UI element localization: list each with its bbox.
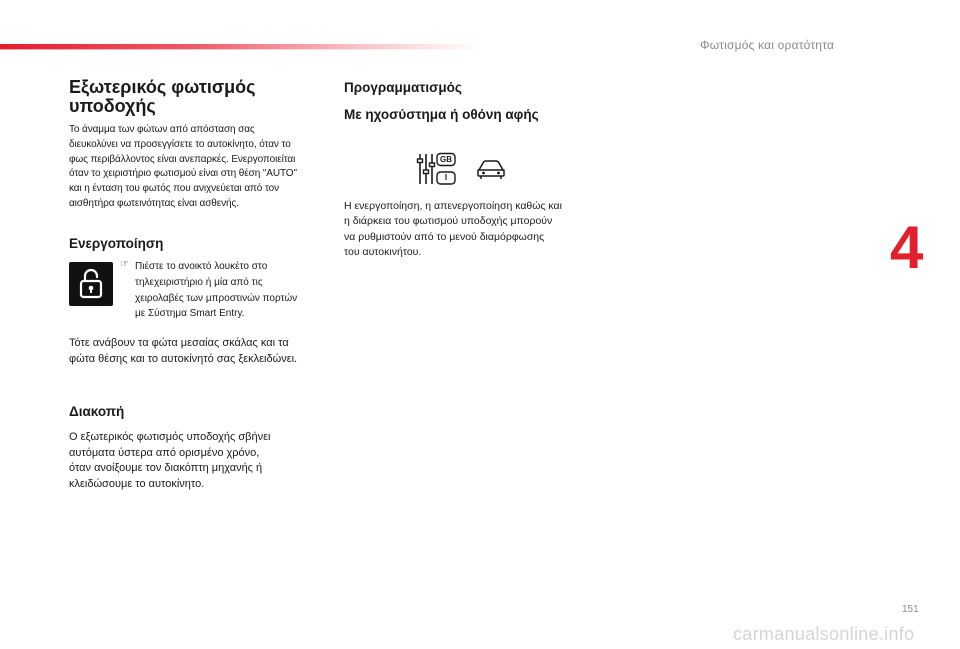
header-accent-line	[0, 49, 480, 50]
stop-heading: Διακοπή	[69, 404, 125, 419]
intro-paragraph: Το άναμμα των φώτων από απόσταση σας διευκολύνει να προσεγγίσετε το αυτοκίνητο, όταν το φως περιβάλλοντος είναι ανεπαρκές. Ενεργοποιείται όταν το χειριστήριο φωτισμού είναι στη θέση "AUTO" και η ένταση του φωτός που ανιχνεύεται από τον αισθητήρα φωτεινότητας είναι ασθενής.	[69, 124, 297, 209]
stop-paragraph: Ο εξωτερικός φωτισμός υποδοχής σβήνει αυτόματα ύστερα από ορισμένο χρόνο, όταν ανοίξουμε τον διακόπτη μηχανής ή κλειδώσουμε το αυτοκίνητο.	[69, 431, 271, 490]
activation-instruction: ☞ Πιέστε το ανοικτό λουκέτο στο τηλεχειριστήριο ή μία από τις χειρολαβές των μπροστινών πορτών με Σύστημα Smart Entry.	[120, 259, 298, 320]
unlock-icon	[69, 262, 113, 306]
section-title: Εξωτερικός φωτισμός υποδοχής	[69, 77, 256, 116]
programming-subheading: Με ηχοσύστημα ή οθόνη αφής	[344, 107, 539, 122]
left-column	[69, 77, 339, 490]
page-number: 151	[902, 604, 919, 615]
watermark: carmanualsonline.info	[733, 624, 915, 644]
pointing-hand-icon: ☞	[120, 259, 129, 270]
chapter-title: Φωτισμός και ορατότητα	[700, 38, 835, 52]
programming-heading: Προγραμματισμός	[344, 80, 462, 95]
programming-paragraph: Η ενεργοποίηση, η απενεργοποίηση καθώς και η διάρκεια του φωτισμού υποδοχής μπορούν να ρυθμιστούν από το μενού διαμόρφωσης του αυτοκινήτου.	[344, 200, 562, 259]
car-icon	[476, 158, 506, 185]
audio-settings-icon: GB I	[416, 152, 458, 186]
activation-result-paragraph: Τότε ανάβουν τα φώτα μεσαίας σκάλας και τα φώτα θέσης και το αυτοκίνητό σας ξεκλειδώνει.	[69, 337, 298, 365]
activation-heading: Ενεργοποίηση	[69, 236, 164, 251]
chapter-number: 4	[890, 214, 924, 281]
